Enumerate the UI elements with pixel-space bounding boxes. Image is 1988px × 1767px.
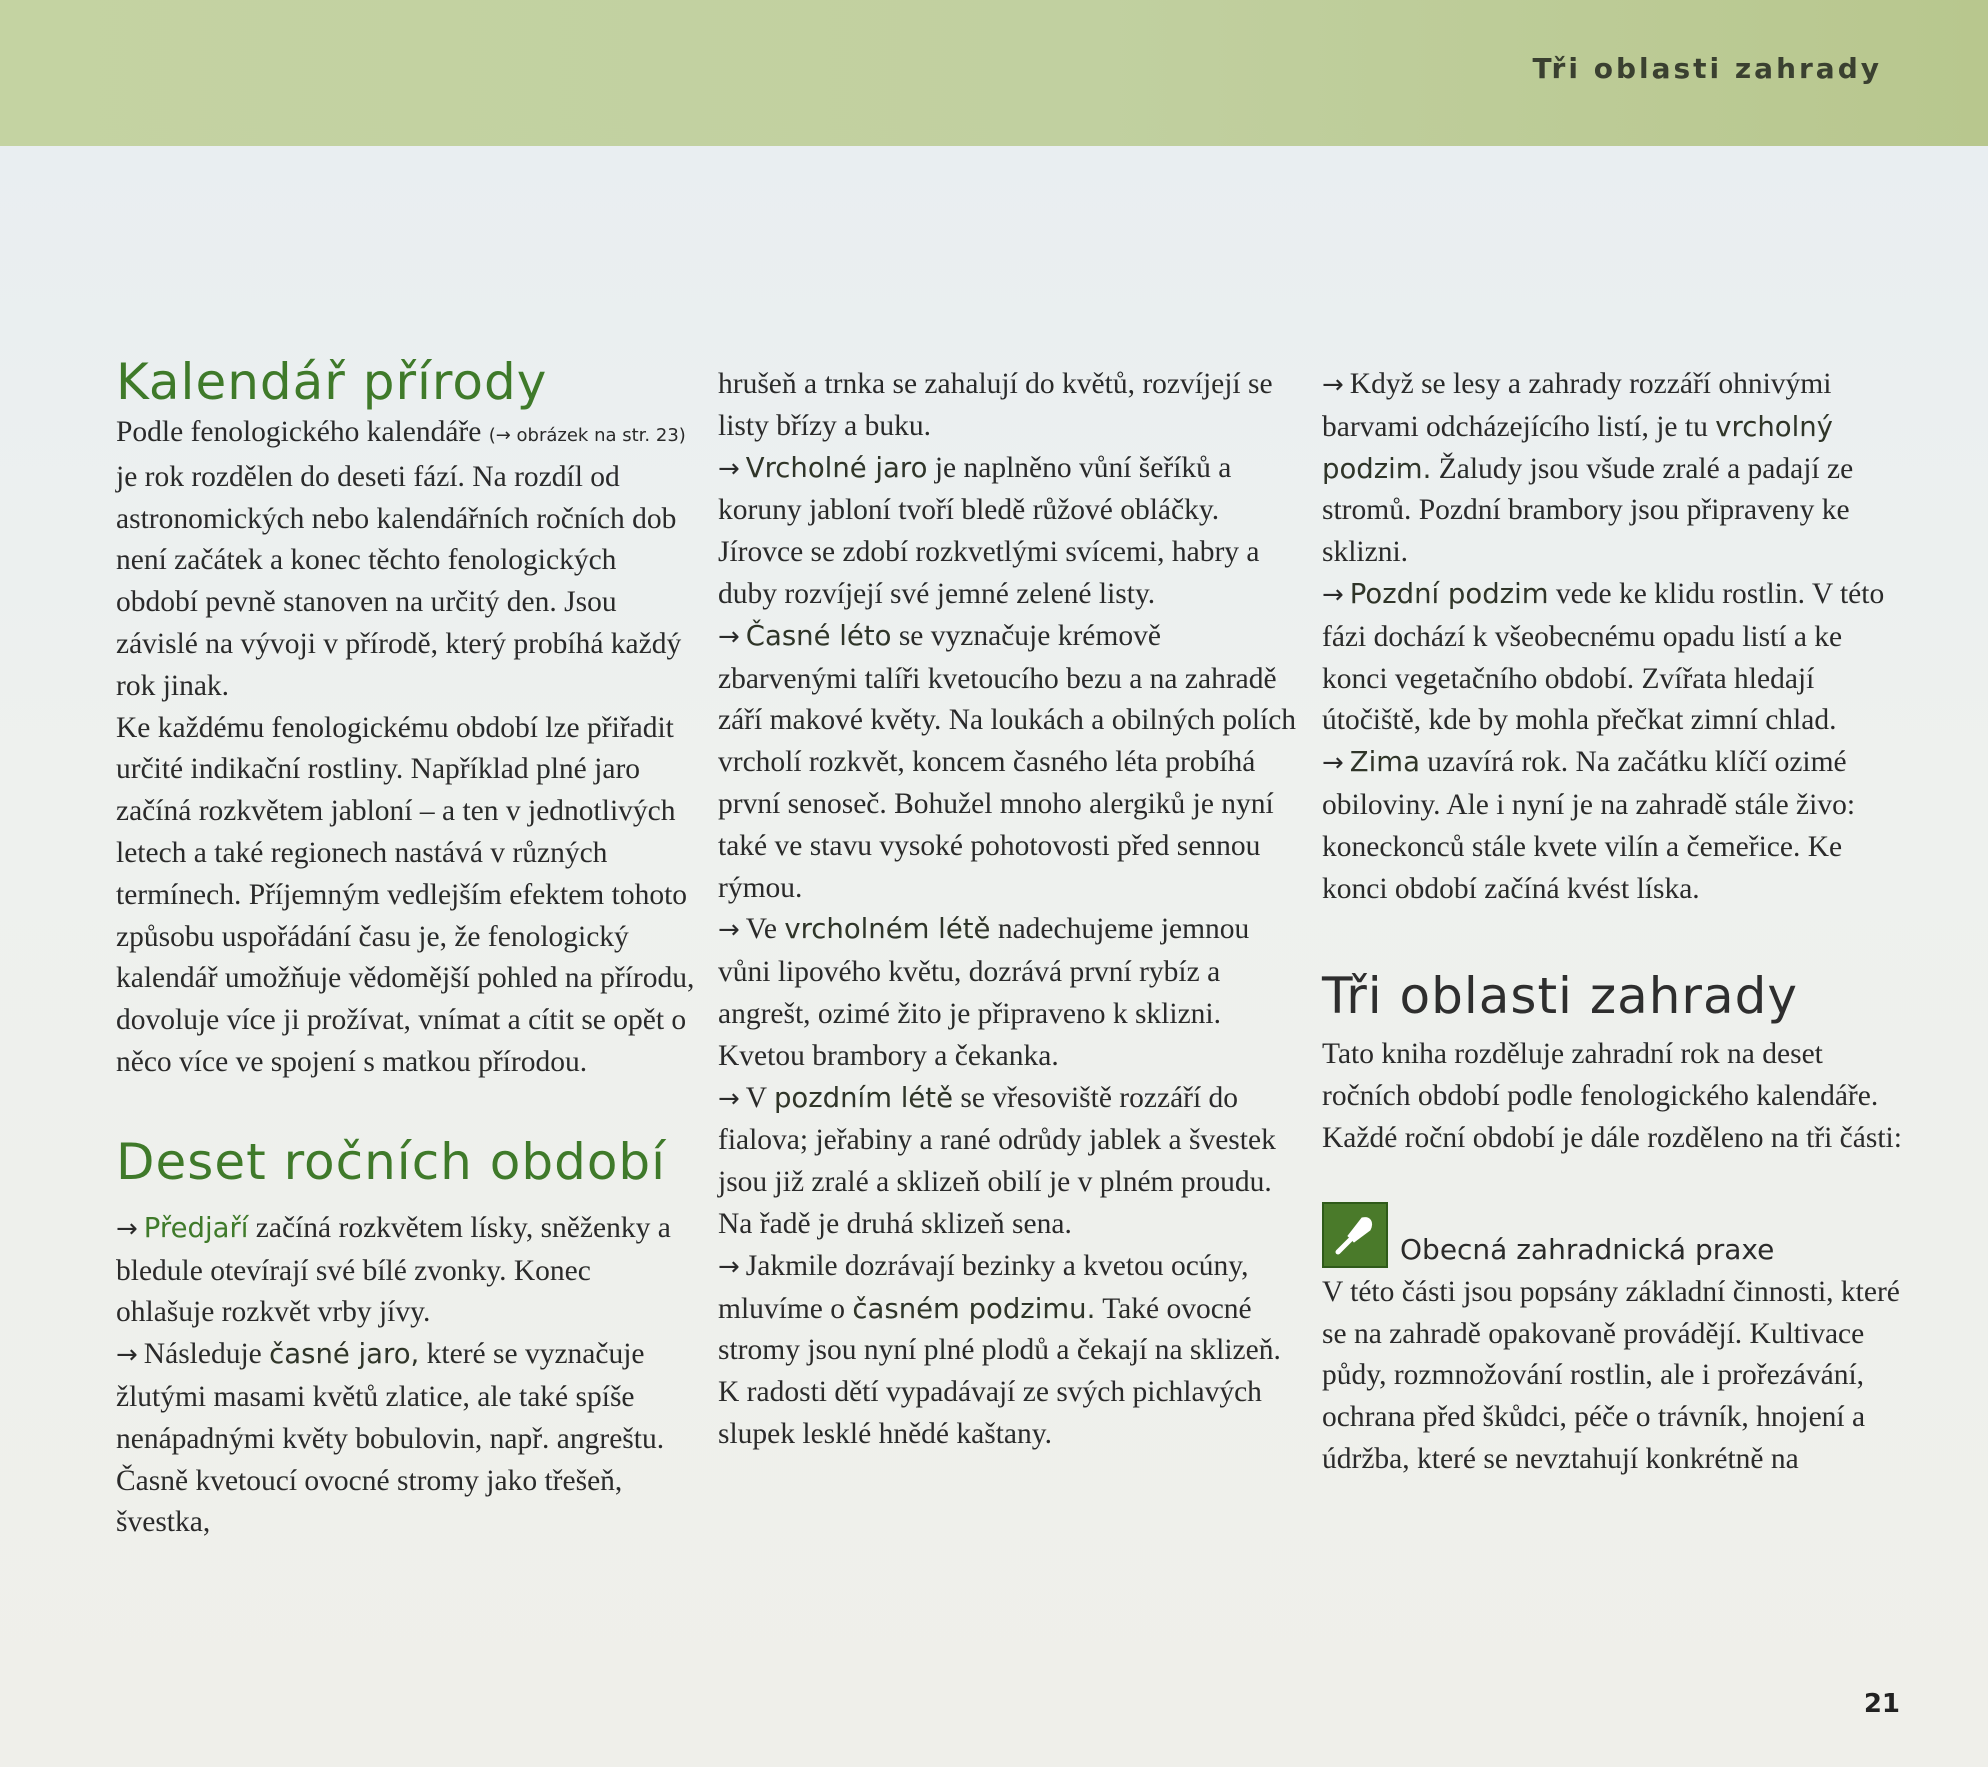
section-title: Obecná zahradnická praxe: [1400, 1232, 1775, 1266]
arrow-icon: →: [718, 1083, 740, 1114]
season-casny-podzim: [718, 1246, 1298, 1456]
season-text: vede ke klidu rostlin. V této fázi dochází k všeobecnému opadu listí a ke konci vegetačního období. Zvířata hledají útočiště, kde by mohla přečkat zimní chlad.: [1322, 577, 1885, 737]
season-pre: Ve: [745, 913, 777, 946]
season-keyword: Předjaří: [143, 1211, 249, 1244]
season-keyword: vrcholný podzim.: [1322, 410, 1833, 485]
arrow-icon: →: [116, 1213, 138, 1244]
season-pozdni-podzim: [1322, 574, 1902, 742]
season-casne-leto: [718, 616, 1298, 910]
arrow-icon: →: [718, 453, 740, 484]
season-keyword: vrcholném létě: [784, 913, 991, 946]
season-vrcholny-podzim: [1322, 364, 1902, 574]
arrow-icon: →: [718, 1251, 740, 1282]
arrow-icon: →: [116, 1340, 138, 1371]
column-2: [718, 364, 1298, 1456]
season-keyword: Vrcholné jaro: [745, 451, 928, 484]
page-number: 21: [1863, 1689, 1900, 1719]
season-keyword: časné jaro,: [269, 1338, 420, 1371]
season-text: uzavírá rok. Na začátku klíčí ozimé obiloviny. Ale i nyní je na zahradě stále živo: koneckonců stále kvete vilín a čemeřice. Ke konci období začíná kvést líska.: [1322, 746, 1856, 905]
trowel-icon: [1322, 1202, 1388, 1268]
arrow-icon: →: [718, 915, 740, 946]
season-vrcholne-leto: [718, 909, 1298, 1077]
figure-reference: (→ obrázek na str. 23): [488, 425, 686, 446]
season-pre: V: [745, 1081, 767, 1114]
heading-deset-rocnich-obdobi: Deset ročních období: [116, 1132, 667, 1191]
paragraph-intro-b: je rok rozdělen do deseti fází. Na rozdíl od astronomických nebo kalendářních ročních dob není začátek a konec těchto fenologických období pevně stanoven na určitý den. Jsou závislé na vývoji v přírodě, který probíhá každý rok jinak.: [116, 460, 682, 702]
season-keyword: Zima: [1349, 746, 1420, 779]
season-text: Také ovocné stromy jsou nyní plné plodů a čekají na sklizeň. K radosti dětí vypadávají ze svých pichlavých slupek lesklé hnědé kaštany.: [718, 1292, 1281, 1450]
season-text: se vyznačuje krémově zbarvenými talíři kvetoucího bezu a na zahradě září makové květy. Na loukách a obilných polích vrcholí rozkvět, koncem časného léta probíhá první senoseč. Bohužel mnoho alergiků je nyní také ve stavu vysoké pohotovosti před sennou rýmou.: [718, 619, 1297, 904]
heading-kalendar-prirody: Kalendář přírody: [116, 353, 548, 411]
paragraph-obecna-praxe: V této části jsou popsány základní činnosti, které se na zahradě opakovaně provádějí. Kultivace půdy, rozmnožování rostlin, ale i prořezávání, ochrana před škůdci, péče o trávník, hnojení a údržba, které se nevztahují konkrétně na: [1322, 1275, 1900, 1475]
heading-tri-oblasti-zahrady: Tři oblasti zahrady: [1322, 967, 1798, 1026]
season-text: Žaludy jsou všude zralé a padají ze stromů. Pozdní brambory jsou připraveny ke sklizni.: [1322, 452, 1854, 569]
paragraph-indicator-plants: Ke každému fenologickému období lze přiřadit určité indikační rostliny. Například plné jaro začíná rozkvětem jabloní – a ten v jednotlivých letech a také regionech nastává v různých termínech. Příjemným vedlejším efektem tohoto způsobu uspořádání času je, že fenologický kalendář umožňuje vědomější pohled na přírodu, dovoluje více ji prožívat, vnímat a cítit se opět o něco více ve spojení s matkou přírodou.: [116, 711, 695, 1078]
continued-text: hrušeň a trnka se zahalují do květů, rozvíjejí se listy břízy a buku.: [718, 368, 1273, 442]
season-pre: Jakmile dozrávají bezinky a kvetou ocúny, mluvíme o: [718, 1249, 1249, 1325]
arrow-icon: →: [1322, 370, 1344, 400]
season-predjari: [116, 1208, 696, 1334]
paragraph-intro: [116, 412, 696, 708]
season-keyword: Pozdní podzim: [1349, 577, 1549, 610]
column-1: [116, 354, 696, 1544]
season-pre: Následuje: [143, 1338, 262, 1371]
season-pozdni-leto: [718, 1078, 1298, 1246]
paragraph-intro-a: Podle fenologického kalendáře: [116, 416, 482, 448]
season-vrcholne-jaro: [718, 448, 1298, 616]
column-3: [1322, 364, 1902, 1481]
season-text: je naplněno vůní šeříků a koruny jabloní tvoří bledě růžové obláčky. Jírovce se zdobí rozkvetlými svícemi, habry a duby rozvíjejí své jemné zelené listy.: [718, 451, 1260, 610]
season-keyword: Časné léto: [745, 619, 892, 652]
season-casne-jaro: [116, 1334, 696, 1544]
arrow-icon: →: [1322, 579, 1344, 610]
season-text: které se vyznačuje žlutými masami květů zlatice, ale také spíše nenápadnými květy bobulovin, např. angreštu. Časně kvetoucí ovocné stromy jako třešeň, švestka,: [116, 1338, 665, 1539]
season-text: nadechujeme jemnou vůni lipového květu, dozrává první rybíz a angrešt, ozimé žito je připraveno k sklizni. Kvetou brambory a čekanka.: [718, 913, 1250, 1072]
season-zima: [1322, 742, 1902, 910]
running-title: Tři oblasti zahrady: [1532, 52, 1882, 85]
season-pre: Když se lesy a zahrady rozzáří ohnivými barvami odcházejícího listí, je tu: [1322, 368, 1832, 443]
arrow-icon: →: [1322, 748, 1344, 779]
season-keyword: pozdním létě: [773, 1081, 953, 1114]
season-text: se vřesoviště rozzáří do fialova; jeřabiny a rané odrůdy jablek a švestek jsou již zralé a sklizeň obilí je v plném proudu. Na řadě je druhá sklizeň sena.: [718, 1081, 1276, 1240]
section-obecna-praxe: [1322, 1202, 1902, 1268]
season-text: začíná rozkvětem lísky, sněženky a bledule otevírají své bílé zvonky. Konec ohlašuje rozkvět vrby jívy.: [116, 1211, 671, 1329]
paragraph-three-parts-intro: Tato kniha rozděluje zahradní rok na deset ročních období podle fenologického kalendáře. Každé roční období je dále rozděleno na tři části:: [1322, 1038, 1902, 1154]
arrow-icon: →: [718, 621, 740, 652]
season-keyword: časném podzimu.: [852, 1292, 1096, 1325]
